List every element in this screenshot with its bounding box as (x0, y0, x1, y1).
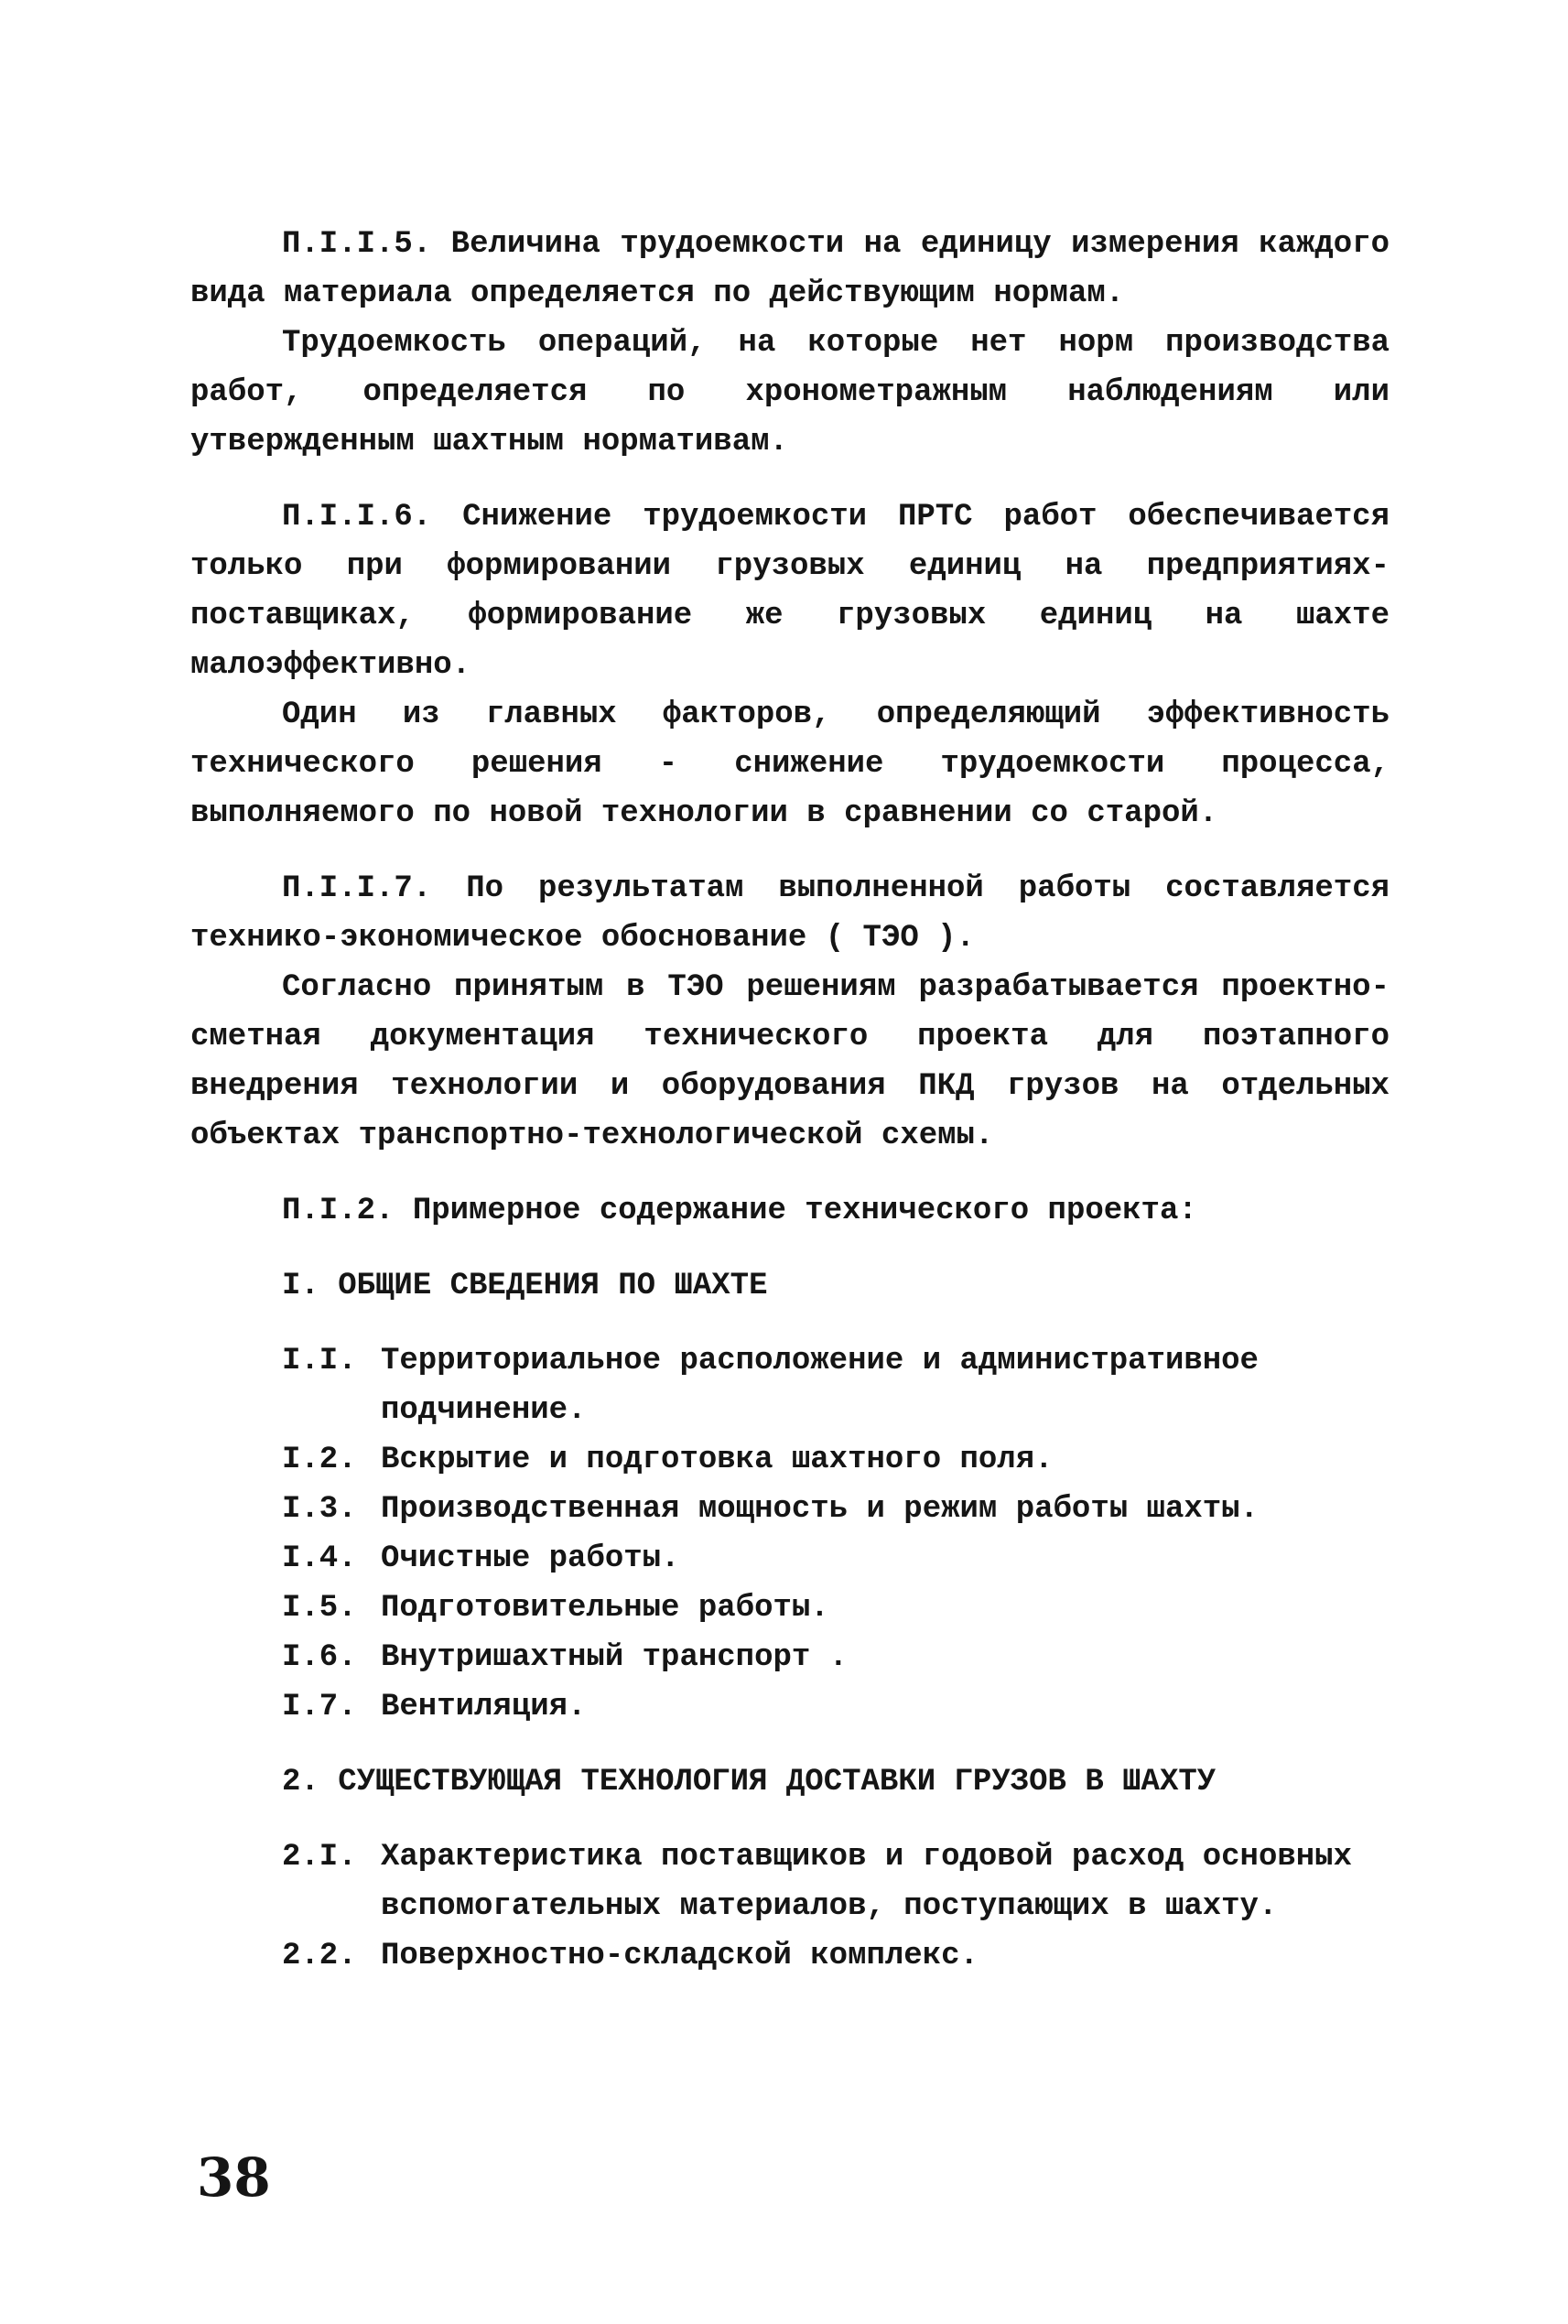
paragraph-1-2: П.І.2. Примерное содержание технического проекта: (282, 1194, 1197, 1228)
list-item (282, 1435, 1390, 1485)
paragraph-1-1-6-cont: Один из главных факторов, определяющий эффективность технического решения - снижение трудоемкости процесса, выполняемого по новой технологии в сравнении со старой. (190, 697, 1390, 831)
page-body (190, 220, 1390, 1981)
item-text: Подготовительные работы. (381, 1591, 829, 1626)
item-number: 2.2. (282, 1939, 357, 1973)
item-text: Вскрытие и подготовка шахтного поля. (381, 1443, 1054, 1477)
item-number: І.3. (282, 1492, 357, 1527)
item-text: Производственная мощность и режим работы шахты. (381, 1492, 1259, 1527)
list-item (282, 1485, 1390, 1534)
item-text: Вентиляция. (381, 1690, 587, 1724)
paragraph-1-1-7: П.І.І.7. По результатам выполненной работы составляется технико-экономическое обоснование ( ТЭО ). (190, 871, 1390, 956)
item-text: Очистные работы. (381, 1541, 680, 1576)
section-2-list (190, 1832, 1390, 1981)
item-text: Поверхностно-складской комплекс. (381, 1939, 979, 1973)
item-text: Характеристика поставщиков и годовой расход основных вспомогательных материалов, поступающих в шахту. (381, 1840, 1352, 1924)
paragraph-1-1-6: П.І.І.6. Снижение трудоемкости ПРТС работ обеспечивается только при формировании грузовых единиц на предприятиях-поставщиках, формирование же грузовых единиц на шахте малоэффективно. (190, 500, 1390, 683)
item-number: І.7. (282, 1690, 357, 1724)
paragraph-1-1-7-cont: Согласно принятым в ТЭО решениям разрабатывается проектно-сметная документация технического проекта для поэтапного внедрения технологии и оборудования ПКД грузов на отдельных объектах транспортно-технологической схемы. (190, 970, 1390, 1153)
item-text: Территориальное расположение и административное подчинение. (381, 1344, 1259, 1428)
page-number: 38 (197, 2146, 271, 2209)
item-number: І.6. (282, 1640, 357, 1675)
section-2-heading: 2. СУЩЕСТВУЮЩАЯ ТЕХНОЛОГИЯ ДОСТАВКИ ГРУЗОВ В ШАХТУ (282, 1765, 1217, 1800)
paragraph-1-1-5: П.І.І.5. Величина трудоемкости на единицу измерения каждого вида материала определяется по действующим нормам. (190, 227, 1390, 311)
section-1-heading: І. ОБЩИЕ СВЕДЕНИЯ ПО ШАХТЕ (282, 1269, 768, 1303)
list-item (282, 1534, 1390, 1584)
item-number: І.4. (282, 1541, 357, 1576)
list-item (282, 1832, 1390, 1931)
paragraph-1-1-5-cont: Трудоемкость операций, на которые нет норм производства работ, определяется по хронометражным наблюдениям или утвержденным шахтным нормативам. (190, 326, 1390, 459)
section-1-list (190, 1336, 1390, 1732)
item-number: 2.І. (282, 1840, 357, 1875)
list-item (282, 1682, 1390, 1732)
list-item (282, 1633, 1390, 1682)
item-number: І.2. (282, 1443, 357, 1477)
item-number: І.5. (282, 1591, 357, 1626)
item-text: Внутришахтный транспорт . (381, 1640, 849, 1675)
list-item (282, 1931, 1390, 1981)
list-item (282, 1336, 1390, 1435)
list-item (282, 1584, 1390, 1633)
item-number: І.І. (282, 1344, 357, 1378)
